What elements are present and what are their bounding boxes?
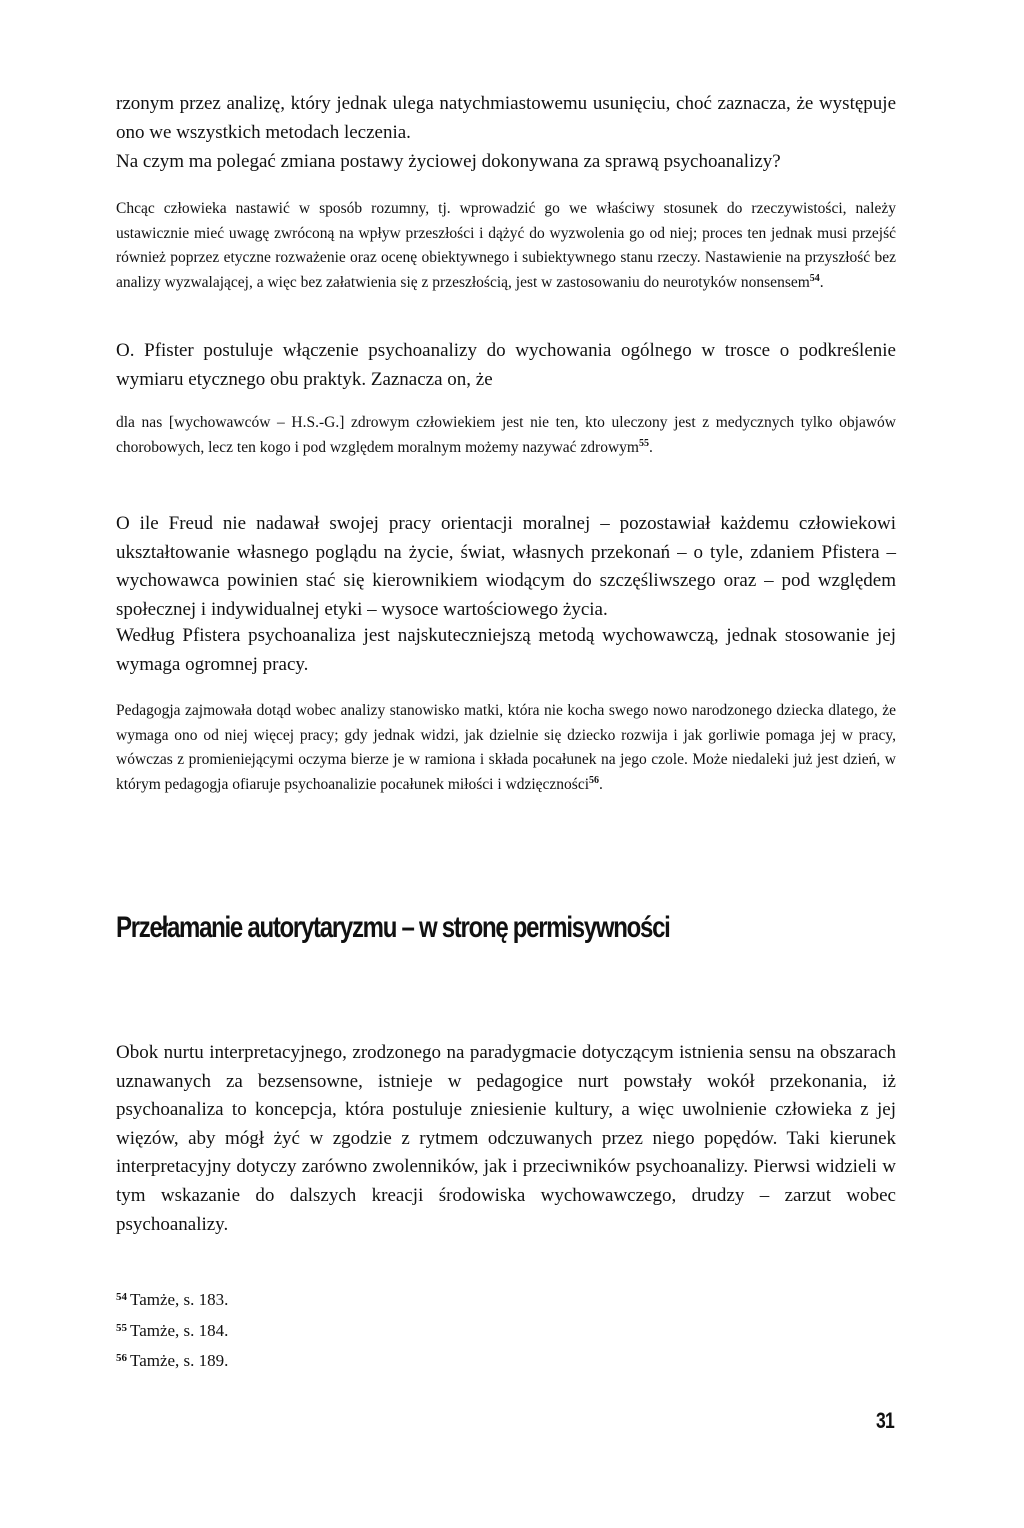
paragraph-text: rzonym przez analizę, który jednak ulega natychmiastowemu usunięciu, choć zaznacza, że występuje ono we wszystkich metodach leczenia. — [116, 93, 896, 143]
paragraph-text: Na czym ma polegać zmiana postawy życiowej dokonywana za sprawą psychoanalizy? — [116, 151, 781, 172]
paragraph-text: Obok nurtu interpretacyjnego, zrodzonego na paradygmacie dotyczącym istnienia sensu na obszarach uznawanych za bezsensowne, istnieje w pedagogice nurt powstały wokół przekonania, iż psychoanaliza to koncepcja, która postuluje zniesienie kultury, a więc uwolnienie człowieka z jej więzów, aby mógł żyć w zgodzie z rytmem odczuwanych przez niego popędów. Taki kierunek interpretacyjny dotyczy zarówno zwolenników, jak i przeciwników psychoanalizy. Pierwsi widzieli w tym wskazanie do dalszych kreacji środowiska wychowawczego, drudzy – zarzut wobec psychoanalizy. — [116, 1042, 896, 1235]
section-heading: Przełamanie autorytaryzmu – w stronę permisywności — [116, 911, 670, 944]
paragraph-pfister — [116, 337, 896, 394]
quote-text: Pedagogja zajmowała dotąd wobec analizy stanowisko matki, która nie kocha swego nowo narodzonego dziecka dlatego, że wymaga ono od niej więcej pracy; gdy jednak widzi, jak dzielnie się dziecko rozwija i jak gorliwie pomaga jej w pracy, wówczas z promieniejącymi oczyma bierze je w ramiona i składa pocałunek na jego czole. Może niedaleki już jest dzień, w którym pedagogja ofiaruje psychoanalizie pocałunek miłości i wdzięczności — [116, 702, 896, 793]
block-quote-1: Chcąc człowieka nastawić w sposób rozumny, tj. wprowadzić go we właściwy stosunek do rzeczywistości, należy ustawicznie mieć uwagę zwróconą na wpływ przeszłości i dążyć do wyzwolenia go od niej; proces ten jednak musi przejść również poprzez etyczne rozważenie oraz ocenę obiektywnego i subiektywnego stanu rzeczy. Nastawienie na przyszłość bez analizy wyzwalającej, a więc bez załatwienia się z przeszłością, jest w zastosowaniu do neurotyków nonsensem$^{54}$. — [116, 200, 896, 291]
footnote-ref: 55 — [638, 437, 649, 449]
block-quote-2: dla nas [wychowawców – H.S.-G.] zdrowym człowiekiem jest nie ten, kto uleczony jest z medycznych tylko objawów chorobowych, lecz ten kogo i pod względem moralnym możemy nazywać zdrowym$^{55}$. — [116, 414, 896, 456]
paragraph-question — [116, 148, 896, 177]
footnote-56 — [116, 1350, 228, 1374]
footnote-text: Tamże, s. 189. — [130, 1351, 229, 1370]
footnote-55 — [116, 1320, 228, 1344]
footnote-ref: 54 — [809, 272, 820, 284]
footnote-54 — [116, 1289, 228, 1313]
paragraph-continuation — [116, 90, 896, 147]
footnote-ref: 56 — [589, 774, 600, 786]
block-quote-3: Pedagogja zajmowała dotąd wobec analizy stanowisko matki, która nie kocha swego nowo narodzonego dziecka dlatego, że wymaga ono od niej więcej pracy; gdy jednak widzi, jak dzielnie się dziecko rozwija i jak gorliwie pomaga jej w pracy, wówczas z promieniejącymi oczyma bierze je w ramiona i składa pocałunek na jego czole. Może niedaleki już jest dzień, w którym pedagogja ofiaruje psychoanalizie pocałunek miłości i wdzięczności$^{56}$. — [116, 702, 896, 793]
page-number: 31 — [876, 1408, 894, 1433]
paragraph-text: O ile Freud nie nadawał swojej pracy orientacji moralnej – pozostawiał każdemu człowiekowi ukształtowanie własnego poglądu na życie, świat, własnych przekonań – o tyle, zdaniem Pfistera – wychowawca powinien stać się kierownikiem wiodącym do szczęśliwszego oraz – pod względem społecznej i indywidualnej etyki – wysoce wartościowego życia. — [116, 513, 896, 620]
quote-text: dla nas [wychowawców – H.S.-G.] zdrowym człowiekiem jest nie ten, kto uleczony jest z medycznych tylko objawów chorobowych, lecz ten kogo i pod względem moralnym możemy nazywać zdrowym — [116, 414, 896, 456]
paragraph-interpretation — [116, 1039, 896, 1239]
footnote-number: 56 — [116, 1352, 127, 1364]
paragraph-method — [116, 622, 896, 679]
footnote-number: 55 — [116, 1322, 127, 1334]
quote-text: Chcąc człowieka nastawić w sposób rozumny, tj. wprowadzić go we właściwy stosunek do rzeczywistości, należy ustawicznie mieć uwagę zwróconą na wpływ przeszłości i dążyć do wyzwolenia go od niej; proces ten jednak musi przejść również poprzez etyczne rozważenie oraz ocenę obiektywnego i subiektywnego stanu rzeczy. Nastawienie na przyszłość bez analizy wyzwalającej, a więc bez załatwienia się z przeszłością, jest w zastosowaniu do neurotyków nonsensem — [116, 200, 896, 291]
paragraph-text: Według Pfistera psychoanaliza jest najskuteczniejszą metodą wychowawczą, jednak stosowanie jej wymaga ogromnej pracy. — [116, 625, 896, 675]
footnote-text: Tamże, s. 184. — [130, 1321, 229, 1340]
footnote-text: Tamże, s. 183. — [130, 1290, 229, 1309]
footnote-number: 54 — [116, 1291, 127, 1303]
paragraph-text: O. Pfister postuluje włączenie psychoanalizy do wychowania ogólnego w trosce o podkreślenie wymiaru etycznego obu praktyk. Zaznacza on, że — [116, 340, 896, 390]
paragraph-freud — [116, 510, 896, 624]
